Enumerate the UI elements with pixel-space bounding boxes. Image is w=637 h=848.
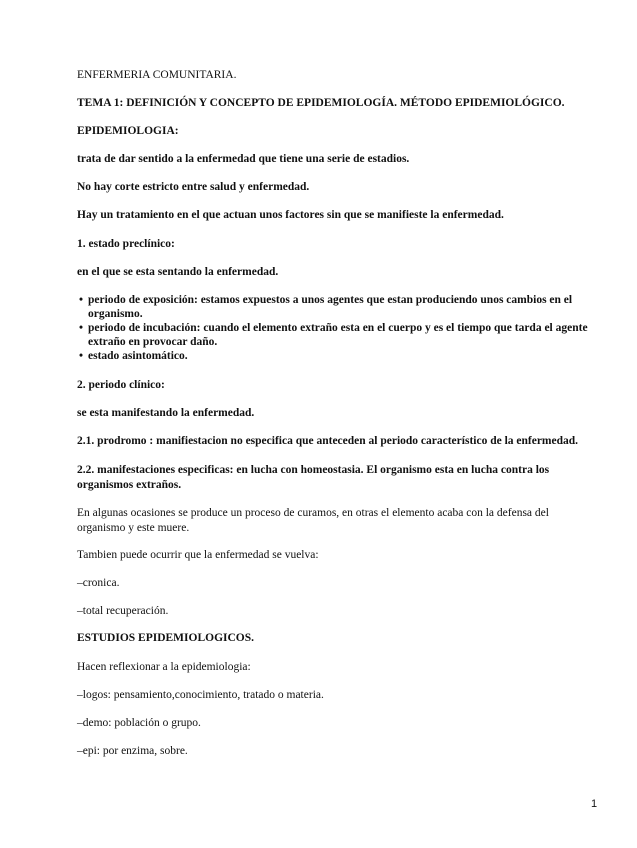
course-title: ENFERMERIA COMUNITARIA. [77,69,237,81]
bullet-list [77,293,597,363]
paragraph: Tambien puede ocurrir que la enfermedad se vuelva: [77,549,319,561]
list-item: –cronica. [77,577,120,589]
list-item: –epi: por enzima, sobre. [77,745,188,757]
paragraph: No hay corte estricto entre salud y enfermedad. [77,181,310,193]
paragraph: En algunas ocasiones se produce un proceso de curamos, en otras el elemento acaba con la defensa del organismo y este muere. [77,507,549,534]
list-item: • estado asintomático. [77,349,597,363]
paragraph-prodromo: 2.1. prodromo : manifiestacion no especifica que anteceden al periodo característico de la enfermedad. [77,435,579,447]
page-number: 1 [591,798,598,810]
subheading-clinico: 2. periodo clínico: [77,379,165,391]
topic-title: TEMA 1: DEFINICIÓN Y CONCEPTO DE EPIDEMIOLOGÍA. MÉTODO EPIDEMIOLÓGICO. [77,97,565,109]
list-item: • periodo de exposición: estamos expuestos a unos agentes que estan produciendo unos cambios en el organismo. [77,293,597,321]
list-item: • periodo de incubación: cuando el elemento extraño esta en el cuerpo y es el tiempo que tarda el agente extraño en provocar daño. [77,321,597,349]
list-item: –total recuperación. [77,605,169,617]
paragraph: en el que se esta sentando la enfermedad. [77,266,279,278]
paragraph: Hacen reflexionar a la epidemiologia: [77,661,251,673]
list-item: –demo: población o grupo. [77,717,201,729]
list-item: –logos: pensamiento,conocimiento, tratado o materia. [77,689,324,701]
section-heading-epidemiologia: EPIDEMIOLOGIA: [77,125,179,137]
subheading-preclinico: 1. estado preclínico: [77,238,175,250]
paragraph: Hay un tratamiento en el que actuan unos factores sin que se manifieste la enfermedad. [77,209,504,221]
paragraph: trata de dar sentido a la enfermedad que tiene una serie de estadios. [77,153,410,165]
paragraph-manifestaciones: 2.2. manifestaciones especificas: en lucha con homeostasia. El organismo esta en lucha contra los organismos extraños. [77,464,550,491]
section-heading-estudios: ESTUDIOS EPIDEMIOLOGICOS. [77,632,255,644]
paragraph: se esta manifestando la enfermedad. [77,407,255,419]
